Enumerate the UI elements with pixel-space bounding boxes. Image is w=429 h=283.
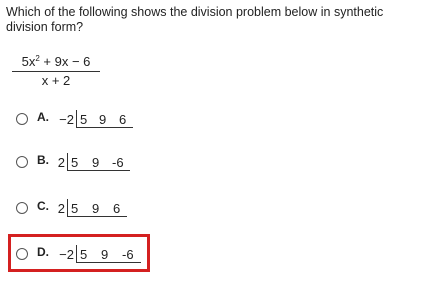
expression-numerator bbox=[12, 54, 100, 70]
option-c-radio[interactable] bbox=[16, 202, 28, 214]
option-d-coef-3: -6 bbox=[122, 247, 134, 262]
option-b-radio[interactable] bbox=[16, 156, 28, 168]
option-d-coef-1: 5 bbox=[80, 247, 88, 262]
option-b-coef-2: 9 bbox=[92, 155, 100, 170]
option-c-letter: C. bbox=[37, 199, 49, 213]
option-d-coef-2: 9 bbox=[101, 247, 109, 262]
option-b-divisor: 2 bbox=[57, 155, 65, 170]
division-expression bbox=[12, 54, 100, 89]
numerator-term-a: 5x bbox=[21, 54, 36, 69]
expression-denominator: x + 2 bbox=[41, 73, 71, 88]
numerator-exponent: 2 bbox=[35, 54, 40, 63]
option-d-divisor: −2 bbox=[59, 247, 74, 262]
numerator-term-b: + 9x − 6 bbox=[39, 54, 91, 69]
answer-highlight-box bbox=[8, 234, 150, 272]
option-b-letter: B. bbox=[37, 153, 49, 167]
option-a-coef-3: 6 bbox=[119, 112, 127, 127]
option-d-letter: D. bbox=[37, 245, 49, 259]
fraction-bar bbox=[12, 71, 100, 72]
option-c-coef-2: 9 bbox=[92, 201, 100, 216]
question-text: Which of the following shows the division problem below in synthetic division form? bbox=[6, 5, 384, 34]
option-c-coef-1: 5 bbox=[71, 201, 79, 216]
option-c-coef-3: 6 bbox=[113, 201, 121, 216]
option-c-divisor: 2 bbox=[57, 201, 65, 216]
option-a-coef-2: 9 bbox=[99, 112, 107, 127]
option-b-coef-3: -6 bbox=[112, 155, 124, 170]
option-a-radio[interactable] bbox=[16, 113, 28, 125]
option-a-divisor: −2 bbox=[59, 112, 74, 127]
option-a-coef-1: 5 bbox=[80, 112, 88, 127]
option-b-coef-1: 5 bbox=[71, 155, 79, 170]
option-a-letter: A. bbox=[37, 110, 49, 124]
